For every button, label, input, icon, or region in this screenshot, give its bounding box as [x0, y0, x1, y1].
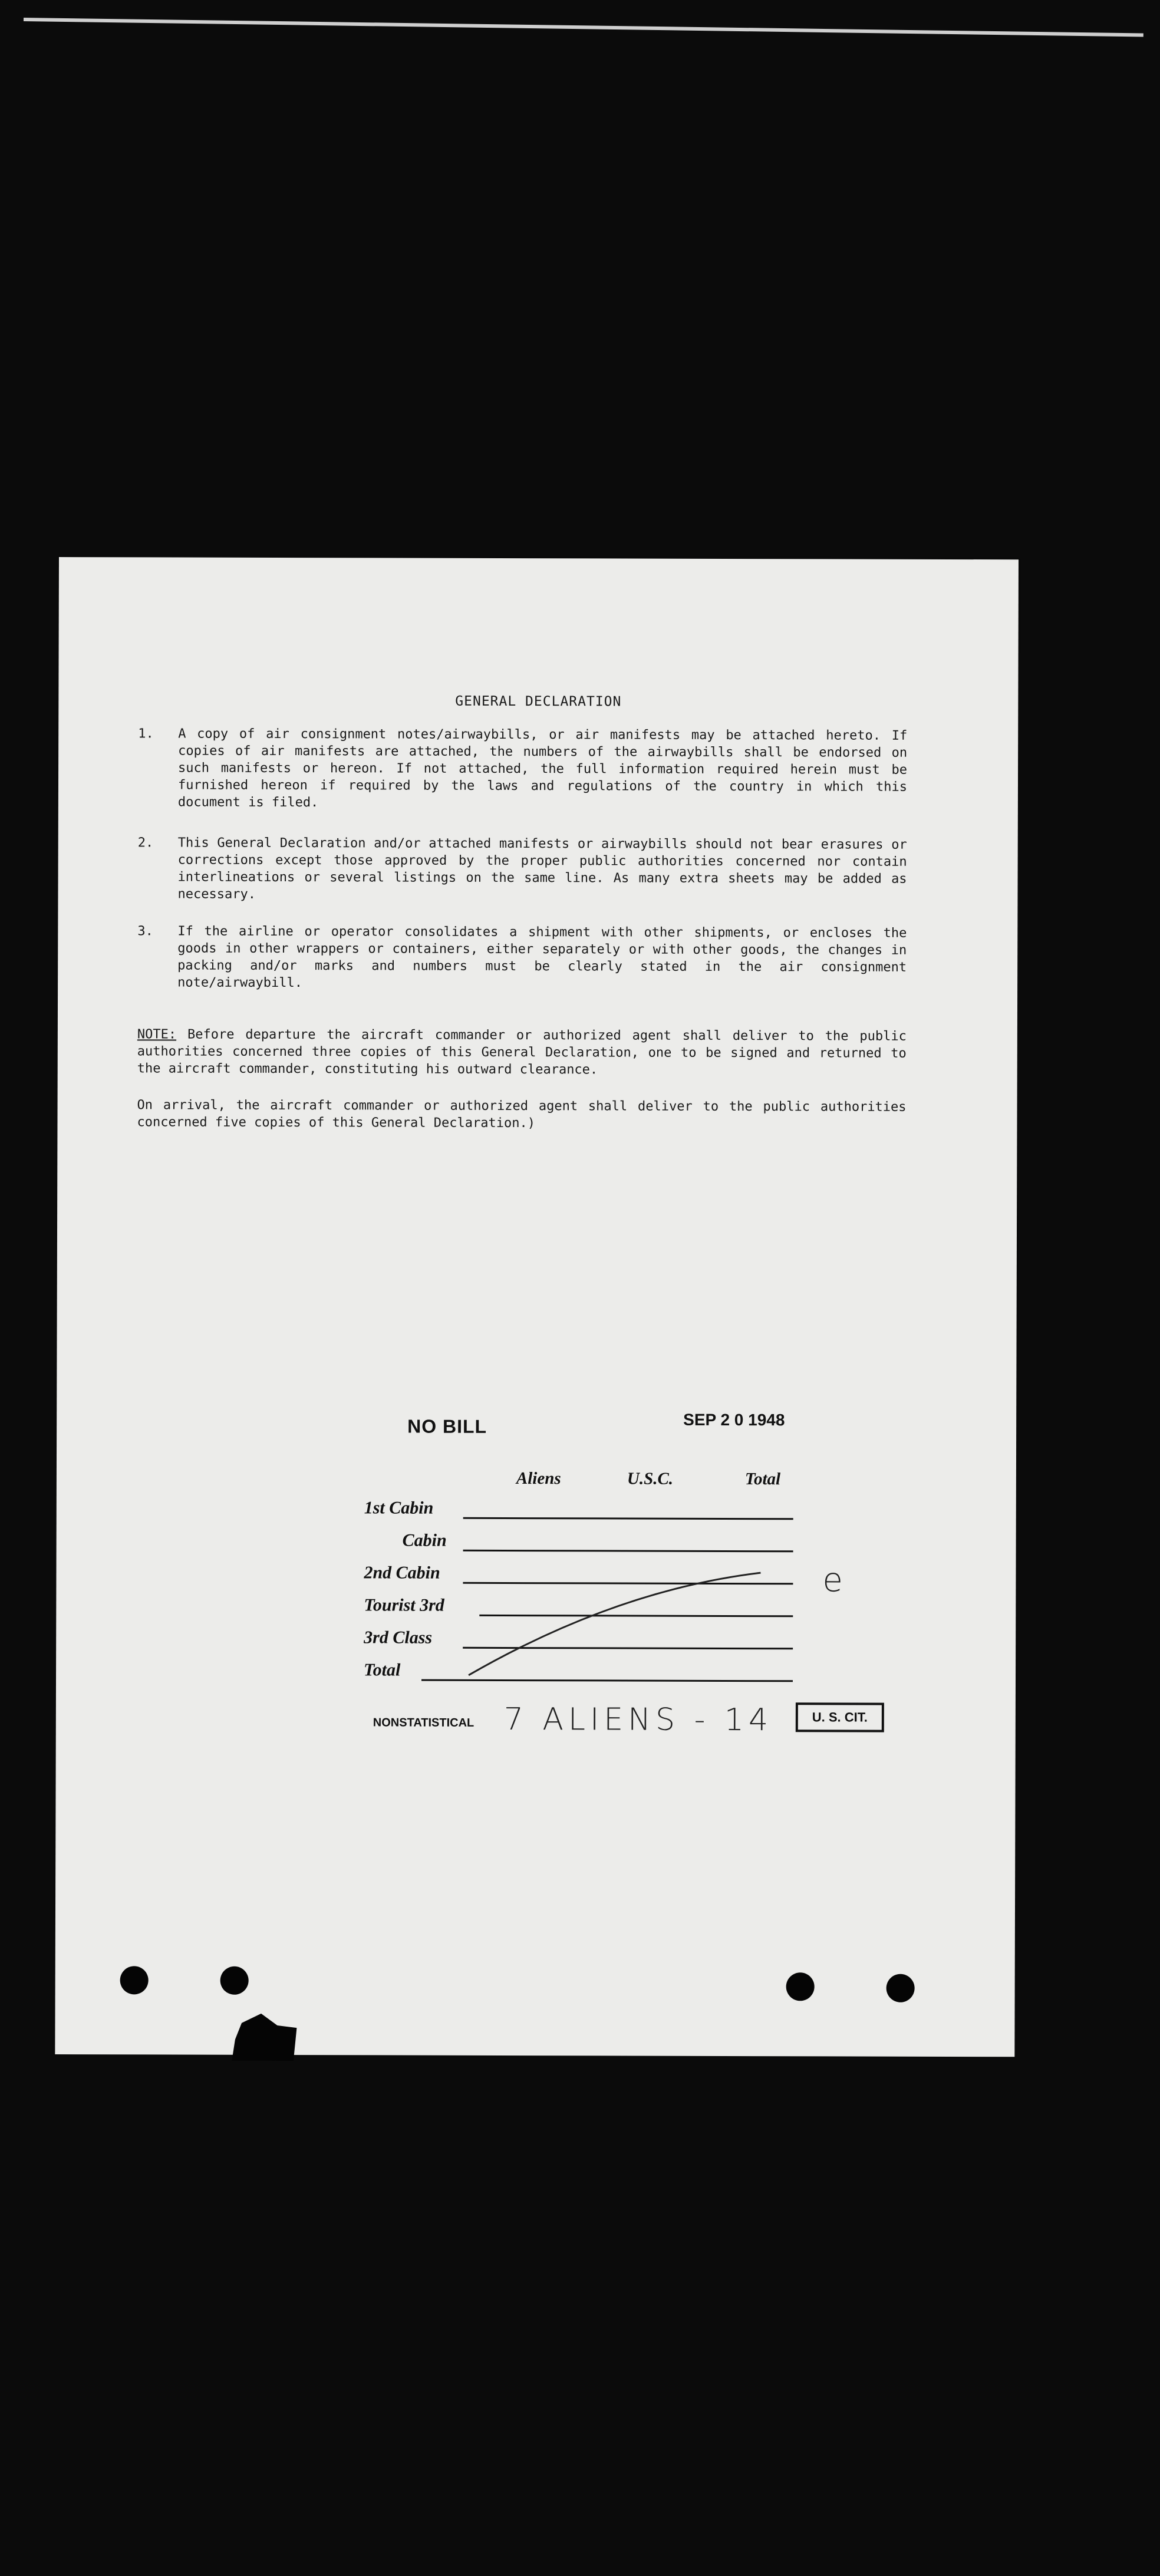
note-label: NOTE: — [137, 1027, 177, 1042]
row-tourist-3rd: Tourist 3rd — [364, 1595, 444, 1615]
handwritten-strike-line — [55, 557, 1019, 2057]
punch-hole — [887, 1974, 915, 2002]
handwritten-mark: e — [822, 1561, 848, 1600]
column-total: Total — [744, 1470, 781, 1489]
row-3rd-class: 3rd Class — [364, 1628, 433, 1648]
row-cabin: Cabin — [402, 1530, 447, 1550]
declaration-sheet — [55, 557, 1019, 2057]
punch-hole — [786, 1972, 815, 2001]
us-cit-stamp: U. S. CIT. — [796, 1702, 884, 1732]
row-2nd-cabin: 2nd Cabin — [364, 1563, 440, 1583]
item-number: 2. — [137, 835, 154, 851]
date-stamp: SEP 2 0 1948 — [683, 1410, 785, 1429]
note-text: Before departure the aircraft commander or authorized agent shall deliver to the public authorities concerned three copies of this General Declaration, one to be signed and returned to the aircraft commander, constituting his outward clearance. — [137, 1027, 907, 1078]
punch-hole — [220, 1966, 249, 1995]
document-title: GENERAL DECLARATION — [455, 693, 622, 710]
item-text: A copy of air consignment notes/airwaybills, or air manifests may be attached hereto. If copies of air manifests are attached, the numbers of the airwaybills shall be endorsed on such manifests or hereon. If not attached, the full information required herein must be furnished hereon if required by the laws and regulations of the country in which this document is filed. — [177, 726, 908, 811]
arrival-note: On arrival, the aircraft commander or authorized agent shall deliver to the public authorities concerned five copies of this General Declaration.) — [137, 1098, 907, 1131]
column-usc: U.S.C. — [627, 1469, 674, 1488]
punch-hole — [120, 1966, 149, 1994]
row-total: Total — [364, 1660, 401, 1680]
item-number: 1. — [138, 726, 154, 742]
handwritten-note: 7 ALIENS - 14 — [503, 1701, 773, 1738]
nonstatistical-stamp: NONSTATISTICAL — [373, 1716, 474, 1730]
column-aliens: Aliens — [516, 1469, 561, 1488]
item-text: If the airline or operator consolidates a shipment with other shipments, or encloses the goods in other wrappers or containers, either separately or with other goods, the changes in packing and/or marks and numbers must be clearly stated in the air consignment note/airwaybill. — [177, 924, 907, 991]
item-text: This General Declaration and/or attached manifests or airwaybills should not bear erasures or corrections except those approved by the proper public authorities concerned nor contain interlineations or several listings on the same line. As many extra sheets may be added as necessary. — [177, 835, 907, 902]
item-number: 3. — [137, 924, 153, 939]
scanner-edge — [24, 18, 1143, 37]
row-1st-cabin: 1st Cabin — [364, 1498, 434, 1518]
no-bill-stamp: NO BILL — [407, 1415, 487, 1437]
